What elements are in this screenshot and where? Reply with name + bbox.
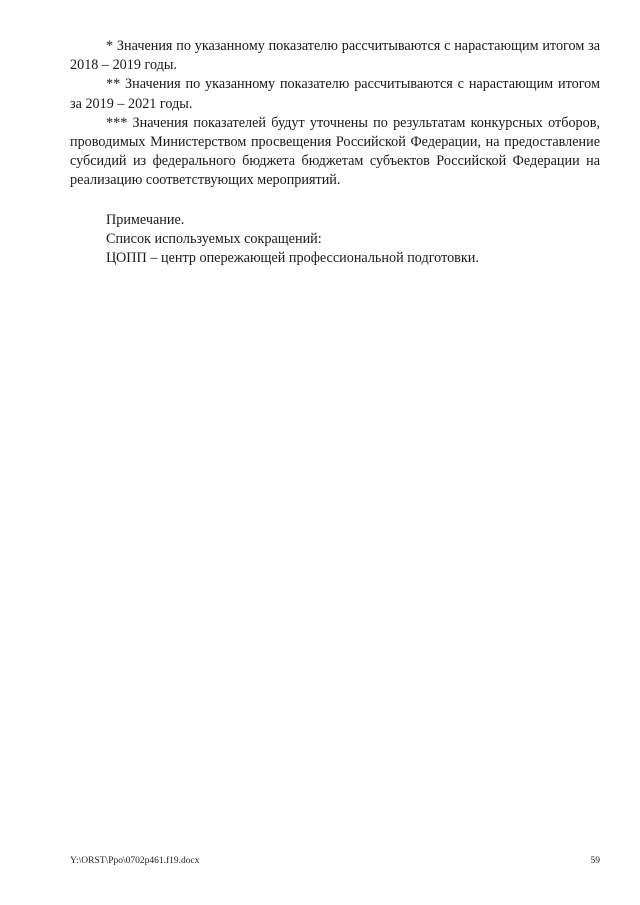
note-title: Примечание. bbox=[106, 211, 185, 228]
footer-file-path: Y:\ORST\Ppo\0702p461.f19.docx bbox=[70, 856, 200, 866]
note-block bbox=[70, 211, 600, 269]
abbreviations-heading: Список используемых сокращений: bbox=[106, 230, 322, 247]
footnote-3: *** Значения показателей будут уточнены по результатам конкурсных отборов, проводимых Министерством просвещения Российской Федерации, на предоставление субсидий из федерального бюджета бюджетам субъектов Российской Федерации на реализацию соответствующих мероприятий. bbox=[70, 114, 600, 189]
abbreviation-item: ЦОПП – центр опережающей профессиональной подготовки. bbox=[106, 250, 479, 267]
page-number: 59 bbox=[590, 856, 600, 866]
page-footer bbox=[70, 855, 600, 867]
footnote-1: * Значения по указанному показателю рассчитываются с нарастающим итогом за 2018 – 2019 годы. bbox=[70, 38, 600, 74]
page-content bbox=[70, 37, 600, 268]
footnote-2: ** Значения по указанному показателю рассчитываются с нарастающим итогом за 2019 – 2021 годы. bbox=[70, 76, 600, 112]
